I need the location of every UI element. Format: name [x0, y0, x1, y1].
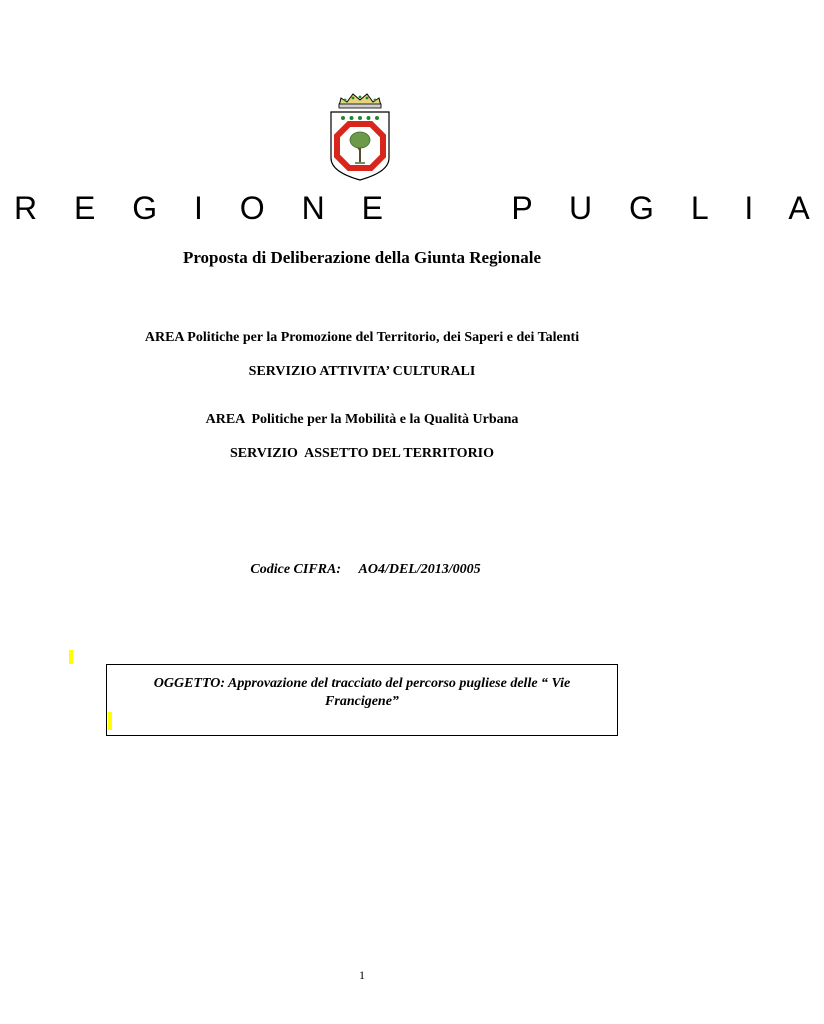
highlight-marker	[108, 712, 112, 730]
area-promozione-territorio: AREA Politiche per la Promozione del Territorio, dei Saperi e dei Talenti	[144, 330, 580, 345]
document-subtitle: Proposta di Deliberazione della Giunta Regionale	[182, 248, 542, 267]
highlight-marker	[69, 650, 73, 664]
page-number: 1	[359, 968, 365, 982]
codice-cifra-label: Codice CIFRA:	[250, 562, 341, 577]
codice-cifra	[0, 546, 724, 578]
oggetto-text: OGGETTO: Approvazione del tracciato del percorso pugliese delle “ Vie Francigene”	[153, 676, 571, 709]
regione-puglia-coat-of-arms-icon	[325, 86, 395, 186]
servizio-assetto-territorio: SERVIZIO ASSETTO DEL TERRITORIO	[229, 446, 495, 461]
codice-cifra-value: AO4/DEL/2013/0005	[358, 562, 481, 577]
page-title: R E G I O N E P U G L I A	[14, 190, 824, 226]
area-mobilita-qualita-urbana: AREA Politiche per la Mobilità e la Qualità Urbana	[205, 412, 519, 427]
servizio-attivita-culturali: SERVIZIO ATTIVITA’ CULTURALI	[248, 364, 476, 379]
oggetto-box	[106, 664, 618, 736]
